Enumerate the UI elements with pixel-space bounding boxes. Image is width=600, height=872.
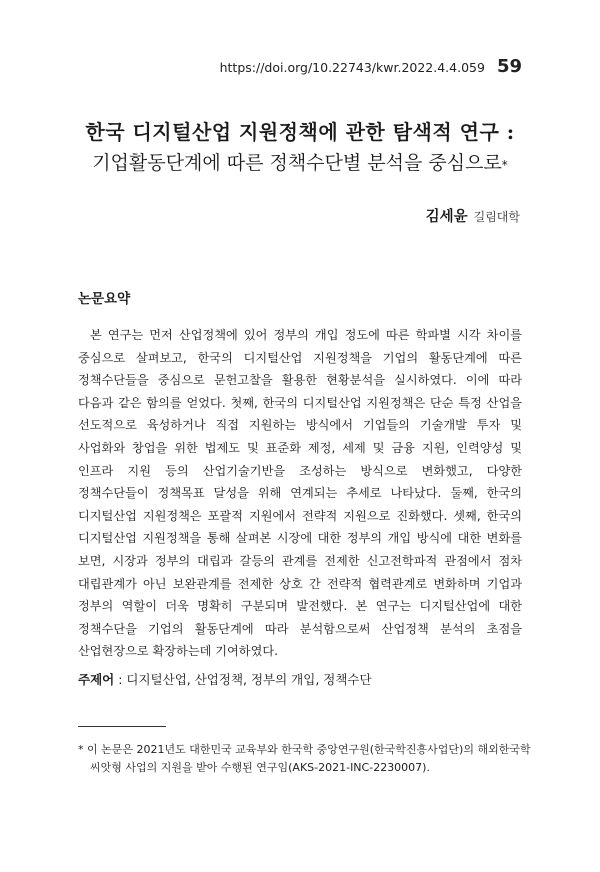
keywords-line — [78, 670, 528, 688]
author-affiliation: 길림대학 — [473, 210, 520, 224]
paper-subtitle — [0, 148, 600, 180]
doi-link[interactable]: https://doi.org/10.22743/kwr.2022.4.4.059 — [219, 60, 485, 75]
footnote: * 이 논문은 2021년도 대한민국 교육부와 한국학 중앙연구원(한국학진흥사업단)의 해외한국학 씨앗형 사업의 지원을 받아 수행된 연구임(AKS-2021-INC-2230007). — [78, 743, 531, 774]
author-line — [426, 205, 520, 226]
paper-title: 한국 디지털산업 지원정책에 관한 탐색적 연구 : — [85, 120, 515, 144]
abstract-body: 본 연구는 먼저 산업정책에 있어 정부의 개입 정도에 따른 학파별 시각 차이를 중심으로 살펴보고, 한국의 디지털산업 지원정책을 기업의 활동단계에 따른 정책수단들을 중심으로 문헌고찰을 활용한 현황분석을 실시하였다. 이에 따라 다음과 같은 함의를 얻었다. 첫째, 한국의 디지털산업 지원정책은 단순 특정 산업을 선도적으로 육성하거나 직접 지원하는 방식에서 기업들의 기술개발 투자 및 사업화와 창업을 위한 법제도 및 표준화 제정, 세제 및 금융 지원, 인력양성 및 인프라 지원 등의 산업기술기반을 조성하는 방식으로 변화했고, 다양한 정책수단들이 정책목표 달성을 위해 연계되는 추세로 나타났다. 둘째, 한국의 디지털산업 지원정책은 포괄적 지원에서 전략적 지원으로 진화했다. 셋째, 한국의 디지털산업 지원정책을 통해 살펴본 시장에 대한 정부의 개입 방식에 대한 변화를 보면, 시장과 정부의 대립과 갈등의 관계를 전제한 신고전학파적 관점에서 점차 대립관계가 아닌 보완관계를 전제한 상호 간 전략적 협력관계로 변화하며 기업과 정부의 역할이 더욱 명확히 구분되며 발전했다. 본 연구는 디지털산업에 대한 정책수단을 기업의 활동단계에 따라 분석함으로써 산업정책 분석의 초점을 산업현장으로 확장하는데 기여하였다. — [78, 328, 522, 659]
footnote-divider — [78, 726, 166, 727]
paper-subtitle-text: 기업활동단계에 따른 정책수단별 분석을 중심으로 — [92, 152, 502, 174]
title-footnote-marker: * — [501, 158, 508, 172]
page-header — [220, 56, 522, 77]
abstract-heading: 논문요약 — [78, 291, 131, 307]
keywords-values: 디지털산업, 산업정책, 정부의 개입, 정책수단 — [126, 672, 372, 687]
keywords-label: 주제어 — [78, 672, 115, 687]
title-block — [0, 118, 600, 180]
author-name: 김세윤 — [425, 209, 468, 225]
keywords-separator: : — [114, 672, 127, 687]
page-number: 59 — [496, 56, 522, 77]
